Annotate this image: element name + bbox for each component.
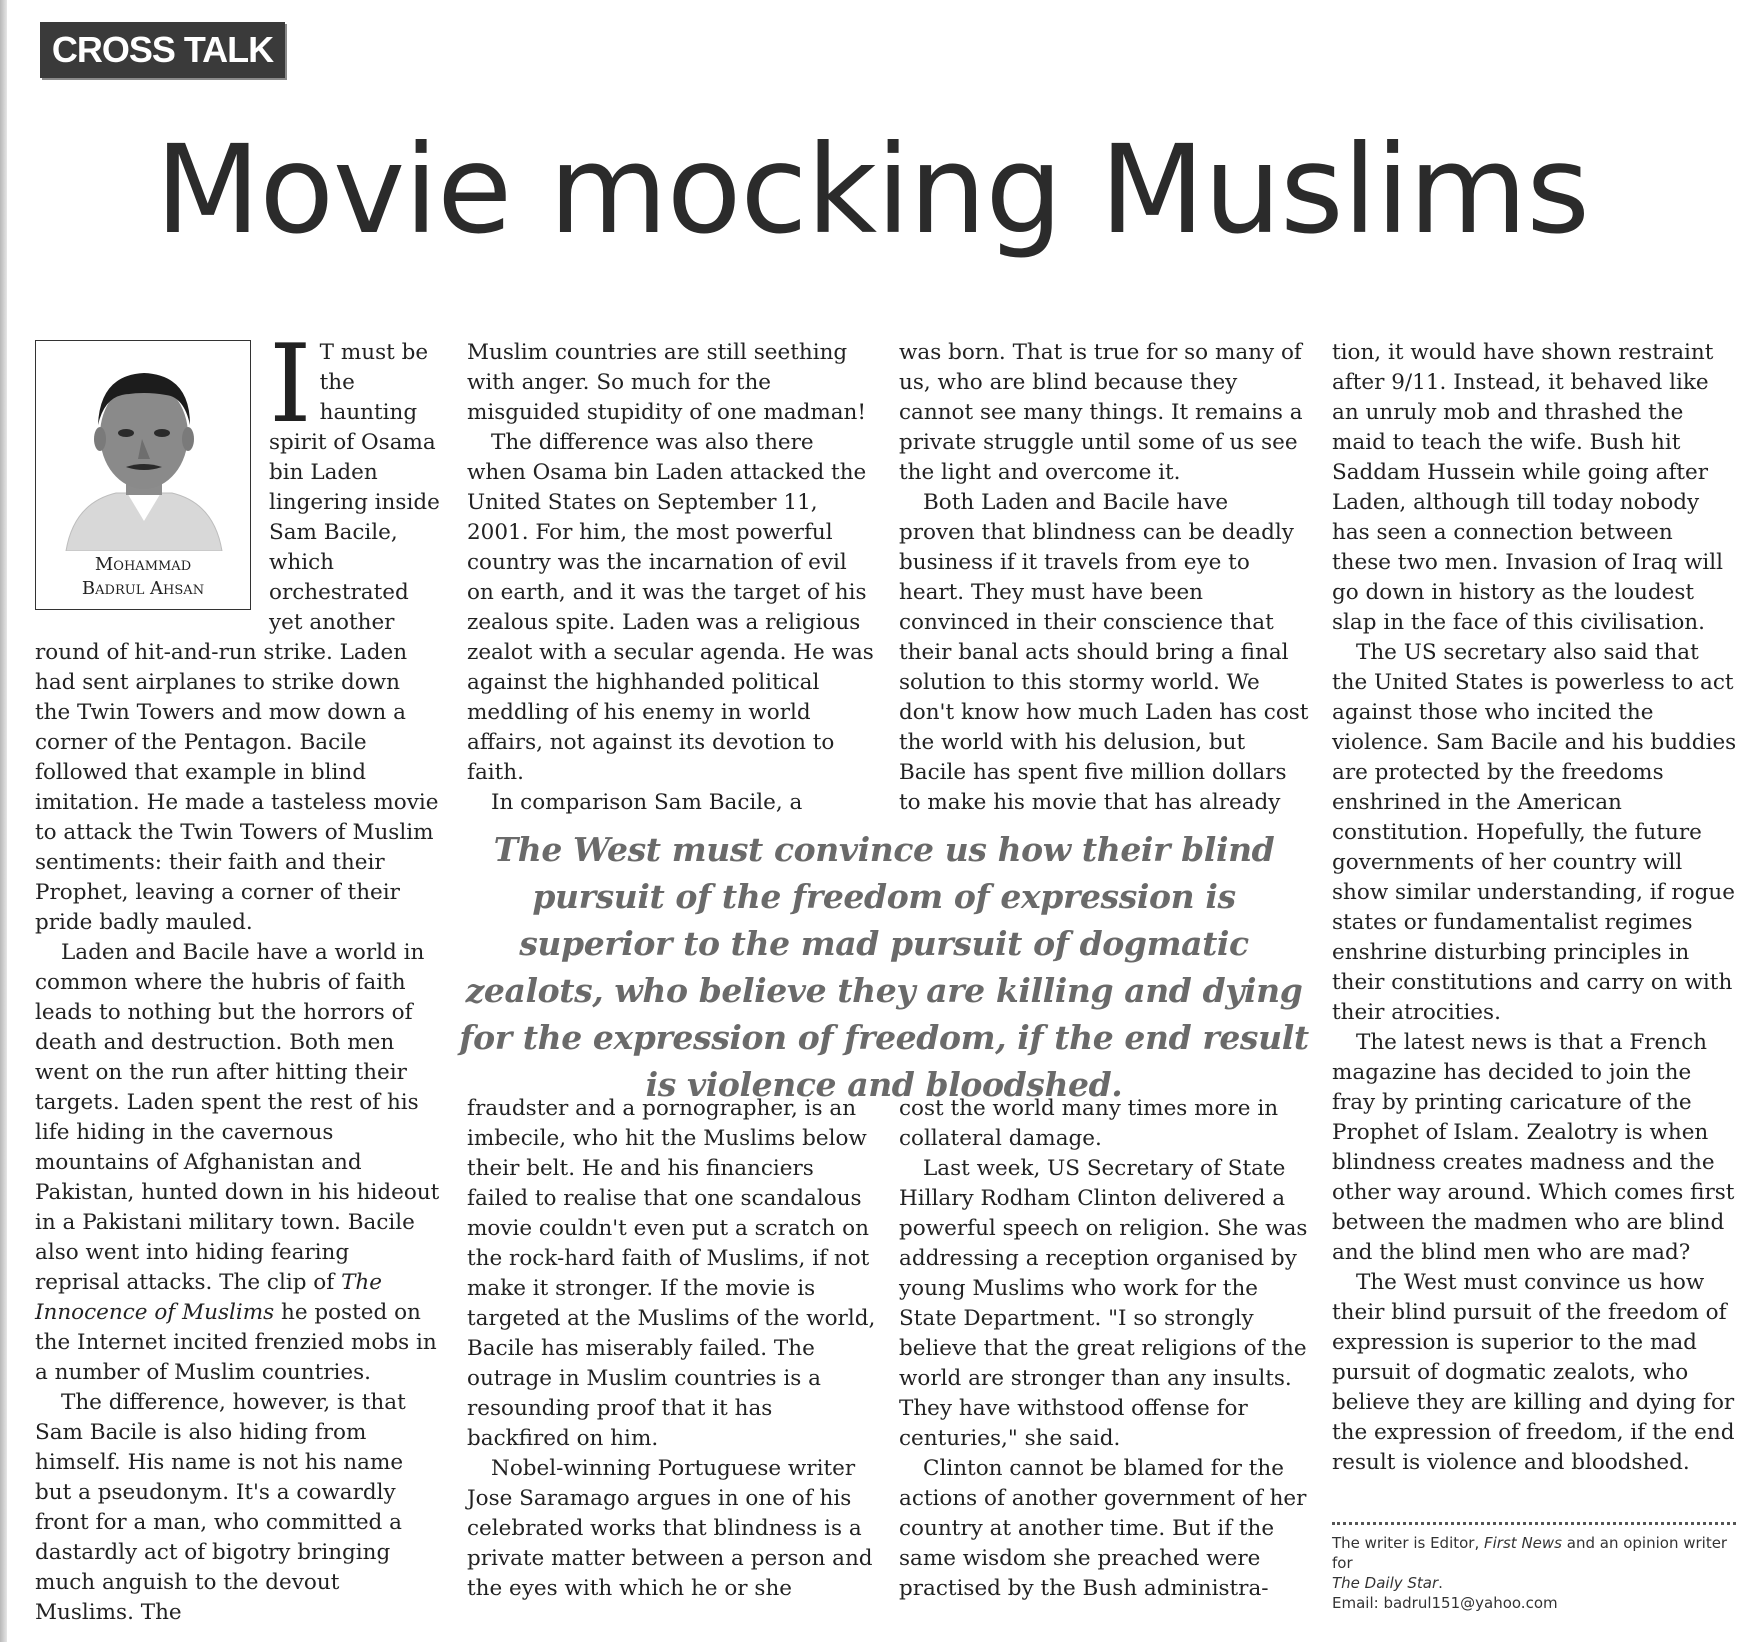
author-portrait-icon bbox=[56, 351, 232, 551]
section-kicker: CROSS TALK bbox=[40, 22, 285, 78]
col1-paragraph-3: The difference, however, is that Sam Bacile is also hiding from himself. His name is not his name but a pseudonym. It's a cowardly front for a man, who committed a dastardly act of bigotry bringing much anguish to the devout Muslims. The bbox=[35, 1390, 406, 1625]
author-byline bbox=[36, 553, 250, 601]
drop-cap: I bbox=[269, 322, 312, 447]
footnote-line-1 bbox=[1332, 1533, 1737, 1573]
footnote-publication: First News bbox=[1484, 1534, 1562, 1552]
article-column-3-top bbox=[899, 338, 1309, 818]
pull-quote: The West must convince us how their blind pursuit of the freedom of expression is superior to the mad pursuit of dogmatic zealots, who believe they are killing and dying for the expression of freedom, if the end result is violence and bloodshed. bbox=[459, 830, 1309, 1104]
col4-paragraph-1: tion, it would have shown restraint after 9/11. Instead, it behaved like an unruly mob and thrashed the maid to teach the wife. Bush hit Saddam Hussein while going after Laden, although till today nobody has seen a connection between these two men. Invasion of Iraq will go down in history as the loudest slap in the face of this civilisation. bbox=[1332, 340, 1724, 635]
col1-paragraph-2 bbox=[35, 938, 440, 1388]
col2-paragraph-3: In comparison Sam Bacile, a bbox=[491, 790, 803, 815]
author-name-last: Badrul Ahsan bbox=[81, 578, 205, 599]
col2-paragraph-2: The difference was also there when Osama bin Laden attacked the United States on September 11, 2001. For him, the most powerful country was the incarnation of evil on earth, and it was the target of his zealous spite. Laden was a religious zealot with a secular agenda. He was against the highhanded political meddling of his enemy in world affairs, not against its devotion to faith. bbox=[467, 430, 874, 785]
col4-paragraph-4: The West must convince us how their blind pursuit of the freedom of expression is superior to the mad pursuit of dogmatic zealots, who believe they are killing and dying for the expression of freedom, if the end result is violence and bloodshed. bbox=[1332, 1270, 1735, 1475]
headline: Movie mocking Muslims bbox=[155, 119, 1589, 261]
col1-p1-text: T must be the haunting spirit of Osama bin Laden lingering inside Sam Bacile, which orchestrated yet another round of hit-and-run strike. Laden had sent airplanes to strike down the Twin Towers and mow down a corner of the Pentagon. Bacile followed that example in blind imitation. He made a tasteless movie to attack the Twin Towers of Muslim sentiments: their faith and their Prophet, leaving a corner of their pride badly mauled. bbox=[35, 340, 440, 935]
col1-p2-text: Laden and Bacile have a world in common where the hubris of faith leads to nothing but the horrors of death and destruction. Both men went on the run after hitting their targets. Laden spent the rest of his life hiding in the cavernous mountains of Afghanistan and Pakistan, hunted down in his hideout in a Pakistani military town. Bacile also went into hiding fearing reprisal attacks. The clip of bbox=[35, 940, 440, 1295]
article-column-4 bbox=[1332, 338, 1737, 1478]
article-column-1 bbox=[35, 322, 440, 1628]
footnote-text: The writer is Editor, bbox=[1332, 1534, 1480, 1552]
article-column-2-top bbox=[467, 338, 877, 818]
col4-paragraph-3: The latest news is that a French magazine has decided to join the fray by printing caricature of the Prophet of Islam. Zealotry is when blindness creates madness and the other way around. Which comes first between the madmen who are blind and the blind men who are mad? bbox=[1332, 1030, 1735, 1265]
col1-p2-end: he posted on the Internet incited frenzied mobs in a number of Muslim countries. bbox=[35, 1300, 437, 1385]
col3-paragraph-2: Both Laden and Bacile have proven that blindness can be deadly business if it travels from eye to heart. They must have been convinced in their conscience that their banal acts should bring a final solution to this stormy world. We don't know how much Laden has cost the world with his delusion, but Bacile has spent five million dollars to make his movie that has already bbox=[899, 490, 1309, 815]
col2b-paragraph-2: Nobel-winning Portuguese writer Jose Saramago argues in one of his celebrated works that blindness is a private matter between a person and the eyes with which he or she bbox=[467, 1456, 873, 1601]
col2-paragraph-1: Muslim countries are still seething with anger. So much for the misguided stupidity of one madman! bbox=[467, 340, 867, 425]
article-column-3-bottom bbox=[899, 1094, 1309, 1604]
author-photo-box bbox=[35, 340, 251, 610]
footnote-text-2: and an opinion writer for bbox=[1332, 1534, 1728, 1572]
col3b-paragraph-2: Last week, US Secretary of State Hillary Rodham Clinton delivered a powerful speech on religion. She was addressing a reception organised by young Muslims who work for the State Department. "I so strongly believe that the great religions of the world are stronger than any insults. They have withstood offense for centuries," she said. bbox=[899, 1156, 1308, 1451]
author-name-first: Mohammad bbox=[94, 554, 192, 575]
film-title: The Innocence of Muslims bbox=[35, 1270, 382, 1325]
footnote-email: Email: badrul151@yahoo.com bbox=[1332, 1594, 1558, 1612]
author-footnote bbox=[1332, 1533, 1737, 1613]
footnote-line-2 bbox=[1332, 1573, 1737, 1593]
article-column-2-bottom bbox=[467, 1094, 877, 1604]
col4-paragraph-2: The US secretary also said that the United States is powerless to act against those who incited the violence. Sam Bacile and his buddies are protected by the freedoms enshrined in the American constitution. Hopefully, the future governments of her country will show similar understanding, if rogue states or fundamentalist regimes enshrine disturbing principles in their constitutions and carry on with their atrocities. bbox=[1332, 640, 1737, 1025]
footnote-divider bbox=[1332, 1522, 1736, 1525]
col3b-paragraph-1: cost the world many times more in collateral damage. bbox=[899, 1096, 1279, 1151]
col3b-paragraph-3: Clinton cannot be blamed for the actions of another government of her country at another time. But if the same wisdom she preached were practised by the Bush administra- bbox=[899, 1456, 1307, 1601]
footnote-period: . bbox=[1438, 1574, 1443, 1592]
footnote-publication-2: The Daily Star bbox=[1332, 1574, 1439, 1592]
col3-paragraph-1: was born. That is true for so many of us, who are blind because they cannot see many things. It remains a private struggle until some of us see the light and overcome it. bbox=[899, 340, 1303, 485]
col2b-paragraph-1: fraudster and a pornographer, is an imbecile, who hit the Muslims below their belt. He and his financiers failed to realise that one scandalous movie couldn't even put a scratch on the rock-hard faith of Muslims, if not make it stronger. If the movie is targeted at the Muslims of the world, Bacile has miserably failed. The outrage in Muslim countries is a resounding proof that it has backfired on him. bbox=[467, 1096, 876, 1451]
